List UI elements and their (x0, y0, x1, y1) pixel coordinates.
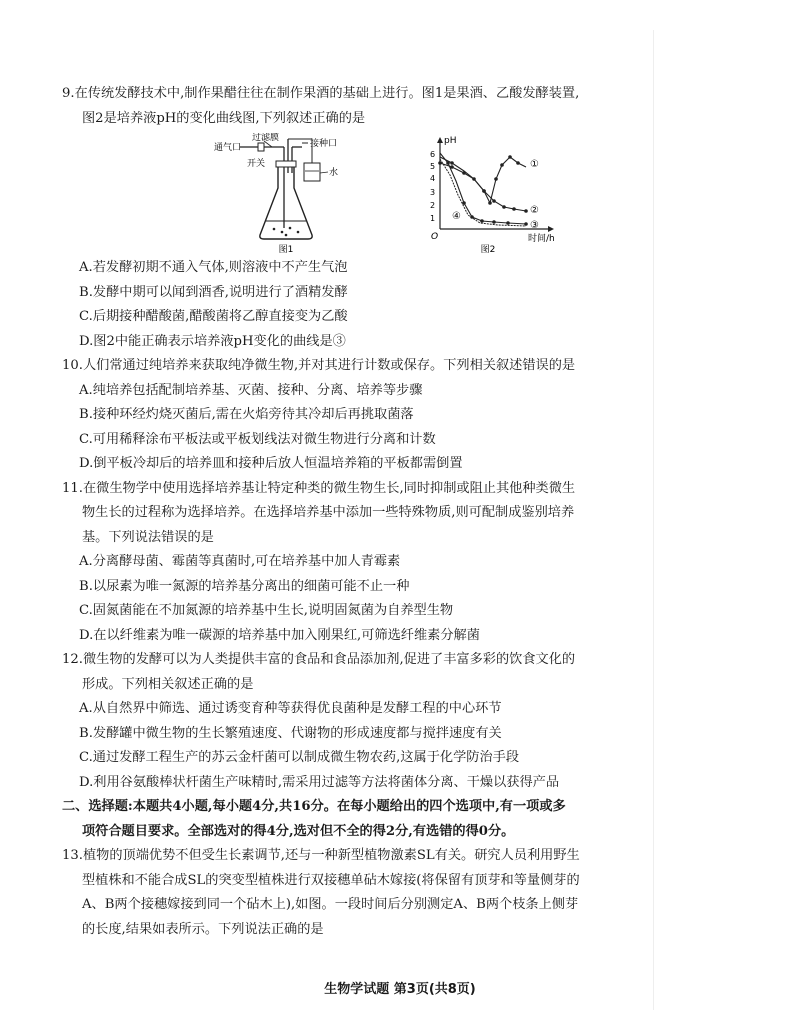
figure-2-tick-3: 3 (430, 188, 436, 197)
question-12-option-a: A.从自然界中筛选、通过诱变育种等获得优良菌种是发酵工程的中心环节 (79, 701, 502, 716)
figure-2-origin: O (431, 232, 439, 242)
question-10-option-d: D.倒平板冷却后的培养皿和接种后放人恒温培养箱的平板都需倒置 (79, 456, 463, 471)
section-2-line-1: 二、选择题:本题共4小题,每小题4分,共16分。在每小题给出的四个选项中,有一项或多 (62, 799, 566, 814)
figure-2-curve-2-label: ② (530, 205, 539, 216)
figure-2-tick-5: 5 (430, 162, 436, 171)
question-11-option-d: D.在以纤维素为唯一碳源的培养基中加入刚果红,可筛选纤维素分解菌 (79, 627, 480, 643)
page-footer: 生物学试题 第3页(共8页) (324, 982, 476, 997)
section-2-heading (62, 795, 662, 844)
question-9-option-d: D.图2中能正确表示培养液pH变化的曲线是③ (79, 333, 346, 349)
question-13-stem-line-3: A、B两个接穗嫁接到同一个砧木上),如图。一段时间后分别测定A、B两个枝条上侧芽 (82, 897, 579, 912)
figure-2-curve-4-label: ④ (452, 211, 461, 222)
exam-page (62, 82, 662, 942)
question-12-option-c: C.通过发酵工程生产的苏云金杆菌可以制成微生物农药,这属于化学防治手段 (79, 750, 520, 765)
figure-2-curve-1-label: ① (530, 159, 539, 170)
figure-2-tick-6: 6 (430, 150, 436, 159)
figure-1-label-switch: 开关 (247, 159, 266, 169)
figure-2-x-axis-label: 时间/h (528, 234, 555, 244)
question-10-option-b: B.接种环经灼烧灭菌后,需在火焰旁待其冷却后再挑取菌落 (79, 407, 414, 422)
question-10-option-a: A.纯培养包括配制培养基、灭菌、接种、分离、培养等步骤 (79, 382, 423, 398)
section-2-line-2: 项符合题目要求。全部选对的得4分,选对但不全的得2分,有选错的得0分。 (82, 823, 515, 839)
question-9-figures (62, 131, 662, 256)
question-9 (62, 82, 662, 354)
question-12-option-b: B.发酵罐中微生物的生长繁殖速度、代谢物的形成速度都与搅拌速度有关 (79, 725, 502, 741)
question-12-stem-line-1: 12.微生物的发酵可以为人类提供丰富的食品和食品添加剂,促进了丰富多彩的饮食文化的 (62, 652, 576, 667)
question-9-option-c: C.后期接种醋酸菌,醋酸菌将乙醇直接变为乙酸 (79, 309, 348, 324)
question-9-stem-line-2: 图2是培养液pH的变化曲线图,下列叙述正确的是 (82, 110, 366, 126)
figure-2-curve-3-label: ③ (530, 220, 539, 231)
question-10-option-c: C.可用稀释涂布平板法或平板划线法对微生物进行分离和计数 (79, 431, 436, 447)
question-11-stem-line-3: 基。下列说法错误的是 (82, 529, 214, 545)
question-13-stem-line-2: 型植株和不能合成SL的突变型植株进行双接穗单砧木嫁接(将保留有顶芽和等量侧芽的 (82, 872, 580, 888)
figure-1-caption: 图1 (278, 245, 294, 253)
question-13-stem-line-4: 的长度,结果如表所示。下列说法正确的是 (82, 921, 324, 937)
question-11 (62, 477, 662, 649)
question-11-option-b: B.以尿素为唯一氮源的培养基分离出的细菌可能不止一种 (79, 578, 410, 594)
question-13 (62, 844, 662, 942)
question-11-option-a: A.分离酵母菌、霉菌等真菌时,可在培养基中加人青霉素 (79, 554, 401, 569)
figure-1-label-inlet: 通气口 (214, 143, 242, 153)
figure-2-y-axis-label: pH (444, 136, 457, 146)
figure-2-caption: 图2 (480, 245, 496, 253)
question-12-stem-line-2: 形成。下列相关叙述正确的是 (82, 676, 254, 692)
question-10-stem-line-1: 10.人们常通过纯培养来获取纯净微生物,并对其进行计数或保存。下列相关叙述错误的是 (62, 358, 576, 373)
figure-1-label-filter: 过滤膜 (252, 133, 280, 143)
figure-2-tick-4: 4 (430, 174, 436, 183)
figure-2-tick-1: 1 (430, 214, 436, 223)
figure-1-fermentation-apparatus (212, 133, 362, 253)
question-11-stem-line-1: 11.在微生物学中使用选择培养基让特定种类的微生物生长,同时抑制或阻止其他种类微生 (62, 480, 576, 496)
question-11-stem-line-2: 物生长的过程称为选择培养。在选择培养基中添加一些特殊物质,则可配制成鉴别培养 (82, 505, 575, 520)
question-12-option-d: D.利用谷氨酸棒状杆菌生产味精时,需采用过滤等方法将菌体分离、干燥以获得产品 (79, 774, 560, 790)
figure-2-tick-2: 2 (430, 201, 436, 210)
question-10 (62, 354, 662, 477)
question-9-option-b: B.发酵中期可以闻到酒香,说明进行了酒精发酵 (79, 284, 348, 300)
question-12 (62, 648, 662, 795)
figure-2-ph-curves (428, 133, 578, 253)
question-11-option-c: C.固氮菌能在不加氮源的培养基中生长,说明固氮菌为自养型生物 (79, 603, 454, 618)
figure-1-label-inoculation: 接种口 (310, 139, 338, 149)
figure-1-label-water: 水 (329, 168, 339, 178)
question-9-stem-line-1: 9.在传统发酵技术中,制作果醋往往在制作果酒的基础上进行。图1是果酒、乙酸发酵装置, (62, 86, 580, 101)
question-13-stem-line-1: 13.植物的顶端优势不但受生长素调节,还与一种新型植物激素SL有关。研究人员利用野生 (62, 848, 580, 863)
question-9-option-a: A.若发酵初期不通入气体,则溶液中不产生气泡 (79, 260, 348, 275)
